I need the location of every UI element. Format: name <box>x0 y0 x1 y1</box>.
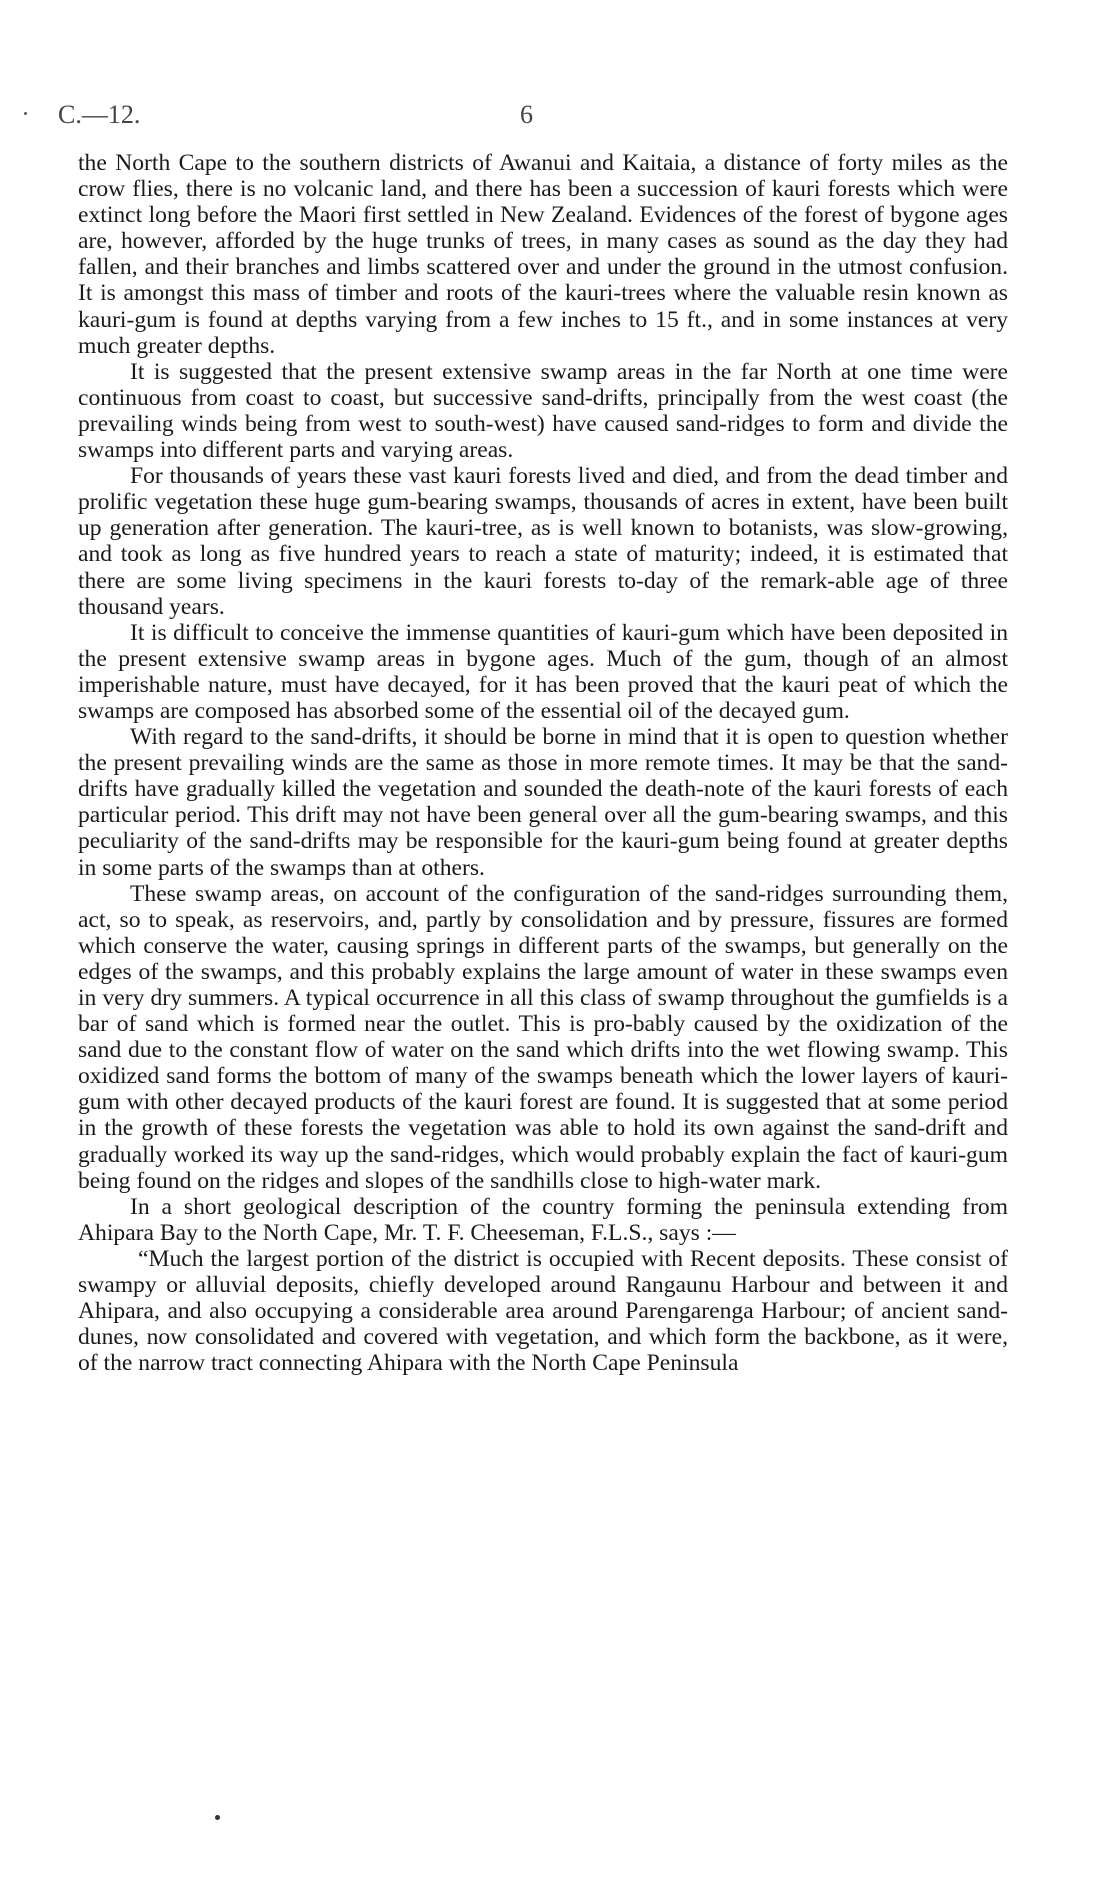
page-header <box>58 100 618 134</box>
paragraph: With regard to the sand-drifts, it should be borne in mind that it is open to question whether the present prevailing winds are the same as those in more remote times. It may be that the sand-drifts have gradually killed the vegetation and sounded the death-note of the kauri forests of each particular period. This drift may not have been general over all the gum-bearing swamps, and this peculiarity of the sand-drifts may be responsible for the kauri-gum being found at greater depths in some parts of the swamps than at others. <box>78 724 1008 881</box>
quoted-paragraph: “Much the largest portion of the district is occupied with Recent deposits. These consist of swampy or alluvial deposits, chiefly developed around Rangaunu Harbour and between it and Ahipara, and also occupying a considerable area around Parengarenga Harbour; of ancient sand-dunes, now consolidated and covered with vegetation, and which form the backbone, as it were, of the narrow tract connecting Ahipara with the North Cape Peninsula <box>78 1245 1008 1377</box>
paragraph: It is difficult to conceive the immense quantities of kauri-gum which have been deposited in the present extensive swamp areas in bygone ages. Much of the gum, though of an almost imperishable nature, must have decayed, for it has been proved that the kauri peat of which the swamps are composed has absorbed some of the essential oil of the decayed gum. <box>78 619 1008 724</box>
footer-mark <box>215 1815 220 1820</box>
margin-mark <box>24 112 27 115</box>
paragraph: It is suggested that the present extensive swamp areas in the far North at one time were continuous from coast to coast, but successive sand-drifts, principally from the west coast (the prevailing winds being from west to south-west) have caused sand-ridges to form and divide the swamps into different parts and varying areas. <box>78 358 1008 464</box>
paragraph: the North Cape to the southern districts of Awanui and Kaitaia, a distance of forty miles as the crow flies, there is no volcanic land, and there has been a succession of kauri forests which were extinct long before the Maori first settled in New Zealand. Evidences of the forest of bygone ages are, however, afforded by the huge trunks of trees, in many cases as sound as the day they had fallen, and their branches and limbs scattered over and under the ground in the utmost confusion. It is amongst this mass of timber and roots of the kauri-trees where the valuable resin known as kauri-gum is found at depths varying from a few inches to 15 ft., and in some instances at very much greater depths. <box>78 150 1008 359</box>
paragraph: In a short geological description of the country forming the peninsula extending from Ahipara Bay to the North Cape, Mr. T. F. Cheeseman, F.L.S., says :— <box>78 1193 1008 1246</box>
paragraph: For thousands of years these vast kauri forests lived and died, and from the dead timber and prolific vegetation these huge gum-bearing swamps, thousands of acres in extent, have been built up generation after generation. The kauri-tree, as is well known to botanists, was slow-growing, and took as long as five hundred years to reach a state of maturity; indeed, it is estimated that there are some living specimens in the kauri forests to-day of the remark-able age of three thousand years. <box>78 463 1008 620</box>
document-reference: C.—12. <box>58 100 141 129</box>
paragraph: These swamp areas, on account of the configuration of the sand-ridges surrounding them, act, so to speak, as reservoirs, and, partly by consolidation and by pressure, fissures are formed which conserve the water, causing springs in different parts of the swamps, but generally on the edges of the swamps, and this probably explains the large amount of water in these swamps even in very dry summers. A typical occurrence in all this class of swamp throughout the gumfields is a bar of sand which is formed near the outlet. This is pro-bably caused by the oxidization of the sand due to the constant flow of water on the sand which drifts into the wet flowing swamp. This oxidized sand forms the bottom of many of the swamps beneath which the lower layers of kauri-gum with other decayed products of the kauri forest are found. It is suggested that at some period in the growth of these forests the vegetation was able to hold its own against the sand-drift and gradually worked its way up the sand-ridges, which would probably explain the fact of kauri-gum being found on the ridges and slopes of the sandhills close to high-water mark. <box>78 880 1008 1194</box>
page-number: 6 <box>520 100 533 129</box>
body-text <box>78 150 1008 1376</box>
